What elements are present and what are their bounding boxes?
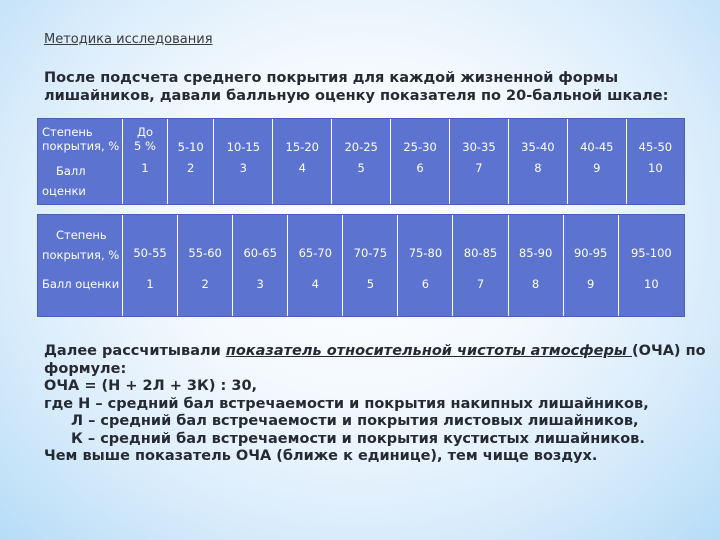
score-table-2 xyxy=(37,214,685,317)
text-line: К – средний бал встречаемости и покрытия кустистых лишайников. xyxy=(71,430,645,447)
row-label-score: Балл оценки xyxy=(38,275,123,316)
label-line: Балл xyxy=(56,164,86,179)
table-row-coverage xyxy=(38,119,684,159)
table-cell: 8 xyxy=(509,275,564,316)
table-cell: 75-80 xyxy=(398,215,453,275)
cell-line: До xyxy=(136,124,154,139)
table-cell: 9 xyxy=(564,275,619,316)
row-label-coverage xyxy=(38,119,123,159)
table-cell: 55-60 xyxy=(178,215,233,275)
table-cell: 25-30 xyxy=(391,119,450,159)
table-cell: 95-100 xyxy=(630,246,672,260)
table-cell: 1 xyxy=(123,275,178,316)
table-cell: 10-15 xyxy=(214,119,273,159)
table-cell: 30-35 xyxy=(450,119,509,159)
text-span: (ОЧА) по xyxy=(632,343,706,359)
table-cell: 7 xyxy=(450,159,509,204)
row-label-score xyxy=(38,159,123,204)
formula-block xyxy=(44,343,706,466)
table-cell: 50-55 xyxy=(123,215,178,275)
table-cell xyxy=(123,119,168,159)
table-row-scores xyxy=(38,159,684,204)
text-line: Л – средний бал встречаемости и покрытия листовых лишайников, xyxy=(71,413,639,429)
table-cell: 1 xyxy=(123,159,168,204)
section-heading: Методика исследования xyxy=(44,32,213,47)
table-cell: 70-75 xyxy=(343,215,398,275)
table-cell: 15-20 xyxy=(273,119,332,159)
table-cell: 2 xyxy=(168,159,214,204)
table-cell: 8 xyxy=(509,159,568,204)
row-label-coverage xyxy=(38,215,123,275)
table-cell: 80-85 xyxy=(453,215,508,275)
text-line: где Н – средний бал встречаемости и покрытия накипных лишайников, xyxy=(44,395,649,412)
table-cell: 6 xyxy=(391,159,450,204)
table-cell: 3 xyxy=(214,159,273,204)
table-cell: 45-50 xyxy=(638,139,673,154)
table-cell: 7 xyxy=(453,275,508,316)
table-cell: 60-65 xyxy=(233,215,288,275)
table-cell: 20-25 xyxy=(332,119,391,159)
index-term: показатель относительной чистоты атмосферы xyxy=(225,343,633,359)
text-line: формуле: xyxy=(44,360,127,377)
intro-text: После подсчета среднего покрытия для каждой жизненной формы лишайников, давали балльную оценку показателя по 20-бальной шкале: xyxy=(44,70,669,104)
table-cell: 3 xyxy=(233,275,288,316)
table-cell: 2 xyxy=(178,275,233,316)
score-table-1 xyxy=(37,118,685,205)
text-line xyxy=(44,343,706,361)
table-cell: 10 xyxy=(648,160,663,175)
label-line: оценки xyxy=(42,184,86,199)
label-line: покрытия, % xyxy=(42,248,120,262)
label-line: Степень xyxy=(56,228,107,242)
conclusion-text: Чем выше показатель ОЧА (ближе к единице), тем чище воздух. xyxy=(44,448,598,464)
label-line: покрытия, % xyxy=(42,138,120,153)
table-cell: 40-45 xyxy=(568,119,627,159)
table-cell: 4 xyxy=(273,159,332,204)
table-cell: 85-90 xyxy=(509,215,564,275)
table-cell: 90-95 xyxy=(564,215,619,275)
label-line: Степень xyxy=(42,124,93,139)
text-span: Далее рассчитывали xyxy=(44,343,226,359)
formula: ОЧА = (Н + 2Л + 3К) : 30, xyxy=(44,378,258,394)
table-cell: 9 xyxy=(568,159,627,204)
table-cell: 35-40 xyxy=(509,119,568,159)
table-row-scores xyxy=(38,275,684,316)
cell-line: 5 % xyxy=(134,138,156,153)
table-cell: 5 xyxy=(332,159,391,204)
table-cell: 4 xyxy=(288,275,343,316)
table-cell: 65-70 xyxy=(288,215,343,275)
table-cell: 5 xyxy=(343,275,398,316)
table-cell: 6 xyxy=(398,275,453,316)
table-row-coverage xyxy=(38,215,684,275)
table-cell: 5-10 xyxy=(168,119,214,159)
table-cell: 10 xyxy=(644,277,659,291)
